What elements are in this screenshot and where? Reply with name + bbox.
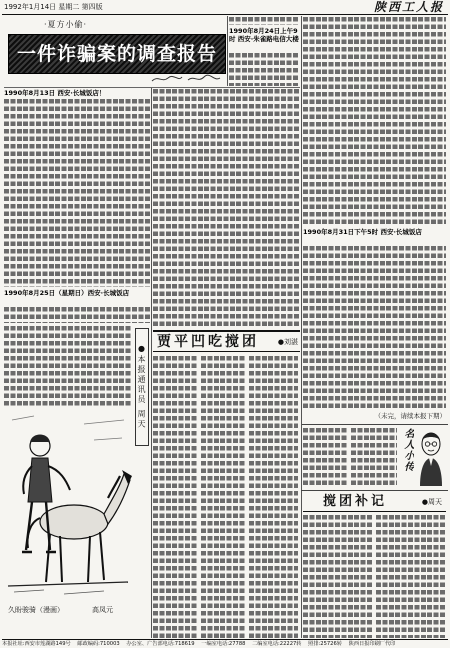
body-text-block	[153, 89, 300, 327]
footer-office-phone: 办公室、广告部电话:718619	[126, 641, 195, 647]
headline-rule	[4, 87, 300, 88]
essay-byline: ●刘湛	[277, 338, 298, 346]
footer-info	[2, 640, 448, 648]
header-rule	[2, 14, 448, 15]
cartoon-illustration	[4, 410, 132, 604]
body-text-block	[303, 17, 446, 225]
notes-byline: ●周天	[421, 498, 442, 506]
section-rule	[301, 424, 448, 425]
footer-desk2-phone: 二编室电话:22227转	[252, 641, 302, 647]
reporter-byline-strip: ●本报通讯员 周天	[135, 328, 149, 446]
essay-header	[153, 330, 300, 352]
notes-header	[303, 492, 446, 512]
dateline: 1990年8月24日上午9时 西安·朱雀路电信大楼	[229, 27, 299, 43]
dateline: 1990年8月13日 西安·长城饭店！	[4, 89, 106, 97]
essay-text-column	[201, 356, 246, 638]
essay-text-column	[249, 356, 298, 638]
body-text-block	[4, 99, 150, 287]
notes-text-column	[303, 515, 372, 638]
author-signature	[150, 74, 222, 84]
portrait-caricature-icon	[416, 428, 446, 488]
column-divider	[301, 16, 302, 638]
essay-text-column	[351, 428, 397, 488]
portrait-head	[422, 433, 440, 455]
footer-address: 本报社址:西安市莲湖路149号	[2, 641, 71, 647]
footer-printer: 陕西日报印刷厂代印	[348, 641, 396, 647]
column-kicker: ·夏方小偷·	[44, 20, 88, 29]
column-divider	[227, 16, 228, 86]
footer-desk1-phone: 一编室电话:27788	[201, 641, 246, 647]
essay-headline: 贾平凹吃搅团	[157, 334, 259, 350]
dateline: 1990年8月25日（星期日）西安·长城饭店	[4, 289, 130, 297]
dateline: 1990年8月31日下午5时 西安·长城饭店	[303, 228, 422, 236]
footer-postcode: 邮政编码:710003	[77, 641, 120, 647]
section-rule	[301, 490, 448, 491]
portrait-body	[420, 458, 442, 486]
body-text-block	[303, 246, 446, 410]
issue-date-line: 1992年1月14日 星期二 第四版	[4, 3, 103, 11]
continued-note: （未完，请续本报下期）	[374, 412, 446, 420]
essay-text-column	[153, 356, 198, 638]
lead-headline: 一件诈骗案的调查报告	[16, 43, 217, 65]
profile-label: 名人小传	[402, 428, 413, 472]
cartoon-ground	[8, 582, 128, 594]
headline-banner	[8, 34, 226, 74]
notes-headline: 搅团补记	[323, 494, 388, 509]
column-divider	[151, 88, 152, 638]
body-text-block	[4, 326, 132, 406]
body-text-block	[229, 53, 299, 86]
cartoon-artist: 高凤元	[92, 606, 113, 614]
body-text-block	[4, 307, 150, 323]
body-text-block	[229, 17, 299, 25]
essay-text-column	[303, 428, 348, 488]
cartoon-caption: 久盼骏骑（漫画）	[8, 606, 64, 614]
notes-text-column	[376, 515, 446, 638]
newspaper-masthead: 陕西工人报	[373, 0, 444, 14]
cartoon-shading	[12, 416, 124, 440]
footer-typesetting-phone: 照排:25726转	[308, 641, 342, 647]
